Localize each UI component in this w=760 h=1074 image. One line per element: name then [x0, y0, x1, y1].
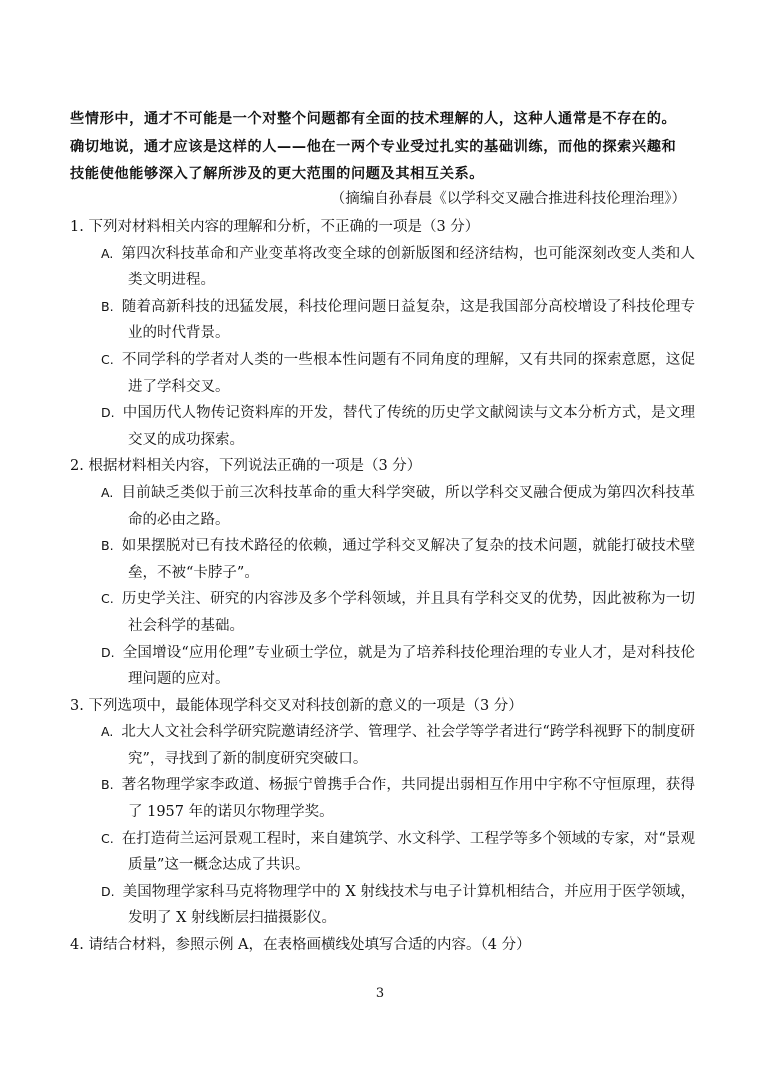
answer-option-c: [70, 586, 695, 639]
option-letter: A.: [101, 724, 114, 740]
answer-option-a: [70, 719, 695, 772]
question-2: [70, 453, 695, 692]
answer-option-a: [70, 480, 695, 533]
option-text: 不同学科的学者对人类的一些根本性问题有不同角度的理解，又有共同的探索意愿，这促进了学科交叉。: [121, 351, 695, 395]
question-3: [70, 693, 695, 932]
answer-option-c: [70, 826, 695, 879]
question-stem: 3. 下列选项中，最能体现学科交叉对科技创新的意义的一项是（3 分）: [70, 697, 523, 714]
answer-option-d: [70, 640, 695, 693]
question-4: [70, 932, 695, 959]
answer-option-a: [70, 241, 695, 294]
option-letter: C.: [101, 591, 114, 607]
option-text: 第四次科技革命和产业变革将改变全球的创新版图和经济结构，也可能深刻改变人类和人类文明进程。: [121, 245, 695, 289]
option-letter: C.: [101, 830, 114, 846]
option-text: 全国增设“应用伦理”专业硕士学位，就是为了培养科技伦理治理的专业人才，是对科技伦理问题的应对。: [122, 644, 695, 688]
passage-excerpt: [70, 106, 695, 189]
answer-option-b: [70, 772, 695, 825]
option-text: 美国物理学家科马克将物理学中的 X 射线技术与电子计算机相结合，并应用于医学领域，发明了 X 射线断层扫描摄影仪。: [122, 883, 695, 927]
answer-option-b: [70, 533, 695, 586]
question-stem: 4. 请结合材料，参照示例 A，在表格画横线处填写合适的内容。（4 分）: [70, 937, 531, 954]
question-stem: 2. 根据材料相关内容，下列说法正确的一项是（3 分）: [70, 458, 422, 475]
option-letter: D.: [101, 644, 115, 660]
option-letter: D.: [101, 883, 115, 899]
source-citation: （摘编自孙春晨《以学科交叉融合推进科技伦理治理》）: [330, 191, 686, 207]
option-text: 中国历代人物传记资料库的开发，替代了传统的历史学文献阅读与文本分析方式，是文理交叉的成功探索。: [122, 405, 695, 448]
question-stem: 1. 下列对材料相关内容的理解和分析，不正确的一项是（3 分）: [70, 219, 480, 235]
passage-line: 技能使他能够深入了解所涉及的更大范围的问题及其相互关系。: [70, 166, 485, 182]
answer-option-b: [70, 294, 695, 347]
option-letter: C.: [101, 351, 114, 367]
option-text: 历史学关注、研究的内容涉及多个学科领域，并且具有学科交叉的优势，因此被称为一切社会科学的基础。: [121, 591, 695, 634]
answer-option-d: [70, 400, 695, 453]
answer-option-c: [70, 347, 695, 400]
option-letter: B.: [101, 298, 114, 314]
option-text: 北大人文社会科学研究院邀请经济学、管理学、社会学等学者进行“跨学科视野下的制度研究”，寻找到了新的制度研究突破口。: [121, 724, 695, 767]
passage-line: 些情形中，通才不可能是一个对整个问题都有全面的技术理解的人，这种人通常是不存在的。: [70, 111, 677, 127]
option-text: 目前缺乏类似于前三次科技革命的重大科学突破，所以学科交叉融合便成为第四次科技革命的必由之路。: [121, 484, 695, 528]
option-text: 如果摆脱对已有技术路径的依赖，通过学科交叉解决了复杂的技术问题，就能打破技术壁垒，不被“卡脖子”。: [121, 538, 695, 581]
option-text: 在打造荷兰运河景观工程时，来自建筑学、水文科学、工程学等多个领域的专家，对“景观质量”这一概念达成了共识。: [121, 830, 695, 874]
passage-line: 确切地说，通才应该是这样的人——他在一两个专业受过扎实的基础训练，而他的探索兴趣和: [70, 138, 677, 155]
option-text: 著名物理学家李政道、杨振宁曾携手合作，共同提出弱相互作用中宇称不守恒原理，获得了 1957 年的诺贝尔物理学奖。: [121, 777, 695, 821]
question-list: [70, 214, 695, 959]
option-letter: B.: [101, 777, 114, 793]
page-number: 3: [375, 986, 385, 1001]
answer-option-d: [70, 879, 695, 932]
option-text: 随着高新科技的迅猛发展，科技伦理问题日益复杂，这是我国部分高校增设了科技伦理专业的时代背景。: [121, 298, 695, 342]
option-letter: B.: [101, 538, 114, 554]
option-letter: A.: [101, 484, 114, 500]
question-1: [70, 214, 695, 453]
option-letter: A.: [101, 245, 114, 261]
option-letter: D.: [101, 405, 115, 421]
